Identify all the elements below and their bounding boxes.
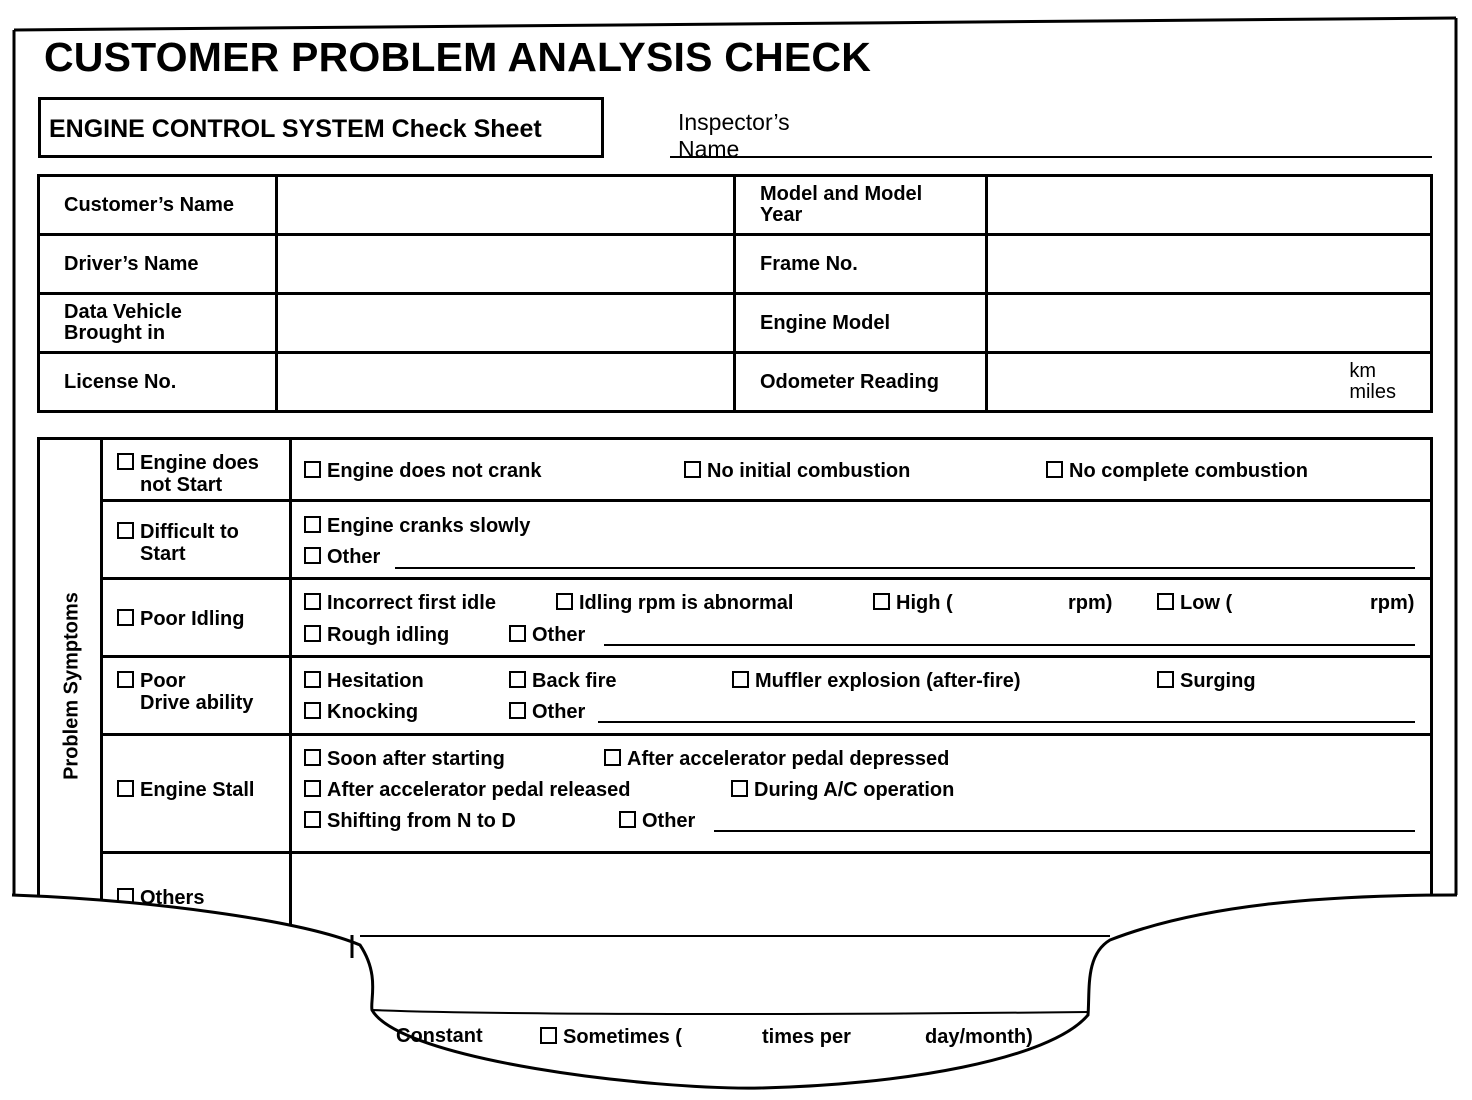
page-top-edge xyxy=(14,18,1456,30)
customer-name-label: Customer’s Name xyxy=(39,176,277,235)
constant-option[interactable]: Constant xyxy=(396,1025,483,1047)
during-ac-operation-checkbox[interactable]: During A/C operation xyxy=(731,779,954,801)
hesitation-checkbox[interactable]: Hesitation xyxy=(304,670,424,692)
driver-name-label: Driver’s Name xyxy=(39,235,277,294)
cutaway-mask xyxy=(0,895,1472,1100)
muffler-explosion-checkbox[interactable]: Muffler explosion (after-fire) xyxy=(732,670,1021,692)
difficult-to-start-checkbox[interactable]: Difficult to xyxy=(117,521,239,543)
sometimes-checkbox[interactable]: Sometimes ( xyxy=(540,1026,682,1048)
day-month-label: day/month) xyxy=(925,1026,1033,1048)
soon-after-starting-checkbox[interactable]: Soon after starting xyxy=(304,748,505,770)
frame-no-label: Frame No. xyxy=(735,235,987,294)
engine-cranks-slowly-checkbox[interactable]: Engine cranks slowly xyxy=(304,515,530,537)
high-rpm-checkbox[interactable]: High ( xyxy=(873,592,953,614)
times-per-label: times per xyxy=(762,1026,851,1048)
back-fire-checkbox[interactable]: Back fire xyxy=(509,670,617,692)
odometer-units: km miles xyxy=(1349,360,1396,403)
no-initial-combustion-checkbox[interactable]: No initial combustion xyxy=(684,460,910,482)
checkbox-icon xyxy=(540,1027,557,1044)
odometer-label: Odometer Reading xyxy=(735,353,987,412)
shifting-n-to-d-checkbox[interactable]: Shifting from N to D xyxy=(304,810,516,832)
surging-checkbox[interactable]: Surging xyxy=(1157,670,1256,692)
high-rpm-unit: rpm) xyxy=(1068,592,1113,614)
inspector-name-label: Inspector’s Name xyxy=(678,109,790,162)
page-title: CUSTOMER PROBLEM ANALYSIS CHECK xyxy=(44,34,872,80)
poor-driveability-label-2: Drive ability xyxy=(140,692,254,714)
others-checkbox[interactable]: Others xyxy=(117,887,204,909)
accelerator-depressed-checkbox[interactable]: After accelerator pedal depressed xyxy=(604,748,949,770)
engine-stall-checkbox[interactable]: Engine Stall xyxy=(117,779,254,801)
data-brought-label: Data Vehicle Brought in xyxy=(39,294,277,353)
difficult-to-start-label-2: Start xyxy=(140,543,186,565)
engine-does-not-crank-checkbox[interactable]: Engine does not crank xyxy=(304,460,541,482)
drive-other-checkbox[interactable]: Other xyxy=(509,701,585,723)
no-complete-combustion-checkbox[interactable]: No complete combustion xyxy=(1046,460,1308,482)
torn-fold xyxy=(372,1010,1088,1014)
poor-driveability-checkbox[interactable]: Poor xyxy=(117,670,186,692)
problem-symptoms-label: Problem Symptoms xyxy=(60,592,83,780)
difficult-other-checkbox[interactable]: Other xyxy=(304,546,380,568)
low-rpm-checkbox[interactable]: Low ( xyxy=(1157,592,1232,614)
sheet-title: ENGINE CONTROL SYSTEM Check Sheet xyxy=(38,97,604,158)
accelerator-released-checkbox[interactable]: After accelerator pedal released xyxy=(304,779,631,801)
knocking-checkbox[interactable]: Knocking xyxy=(304,701,418,723)
engine-not-start-label-2: not Start xyxy=(140,474,223,496)
engine-model-label: Engine Model xyxy=(735,294,987,353)
incorrect-first-idle-checkbox[interactable]: Incorrect first idle xyxy=(304,592,496,614)
license-no-label: License No. xyxy=(39,353,277,412)
low-rpm-unit: rpm) xyxy=(1370,592,1415,614)
model-year-label: Model and Model Year xyxy=(735,176,987,235)
stall-other-checkbox[interactable]: Other xyxy=(619,810,695,832)
rough-idling-checkbox[interactable]: Rough idling xyxy=(304,624,449,646)
idling-other-checkbox[interactable]: Other xyxy=(509,624,585,646)
poor-idling-checkbox[interactable]: Poor Idling xyxy=(117,608,244,630)
engine-not-start-checkbox[interactable]: Engine does xyxy=(117,452,259,474)
idling-rpm-abnormal-checkbox[interactable]: Idling rpm is abnormal xyxy=(556,592,793,614)
